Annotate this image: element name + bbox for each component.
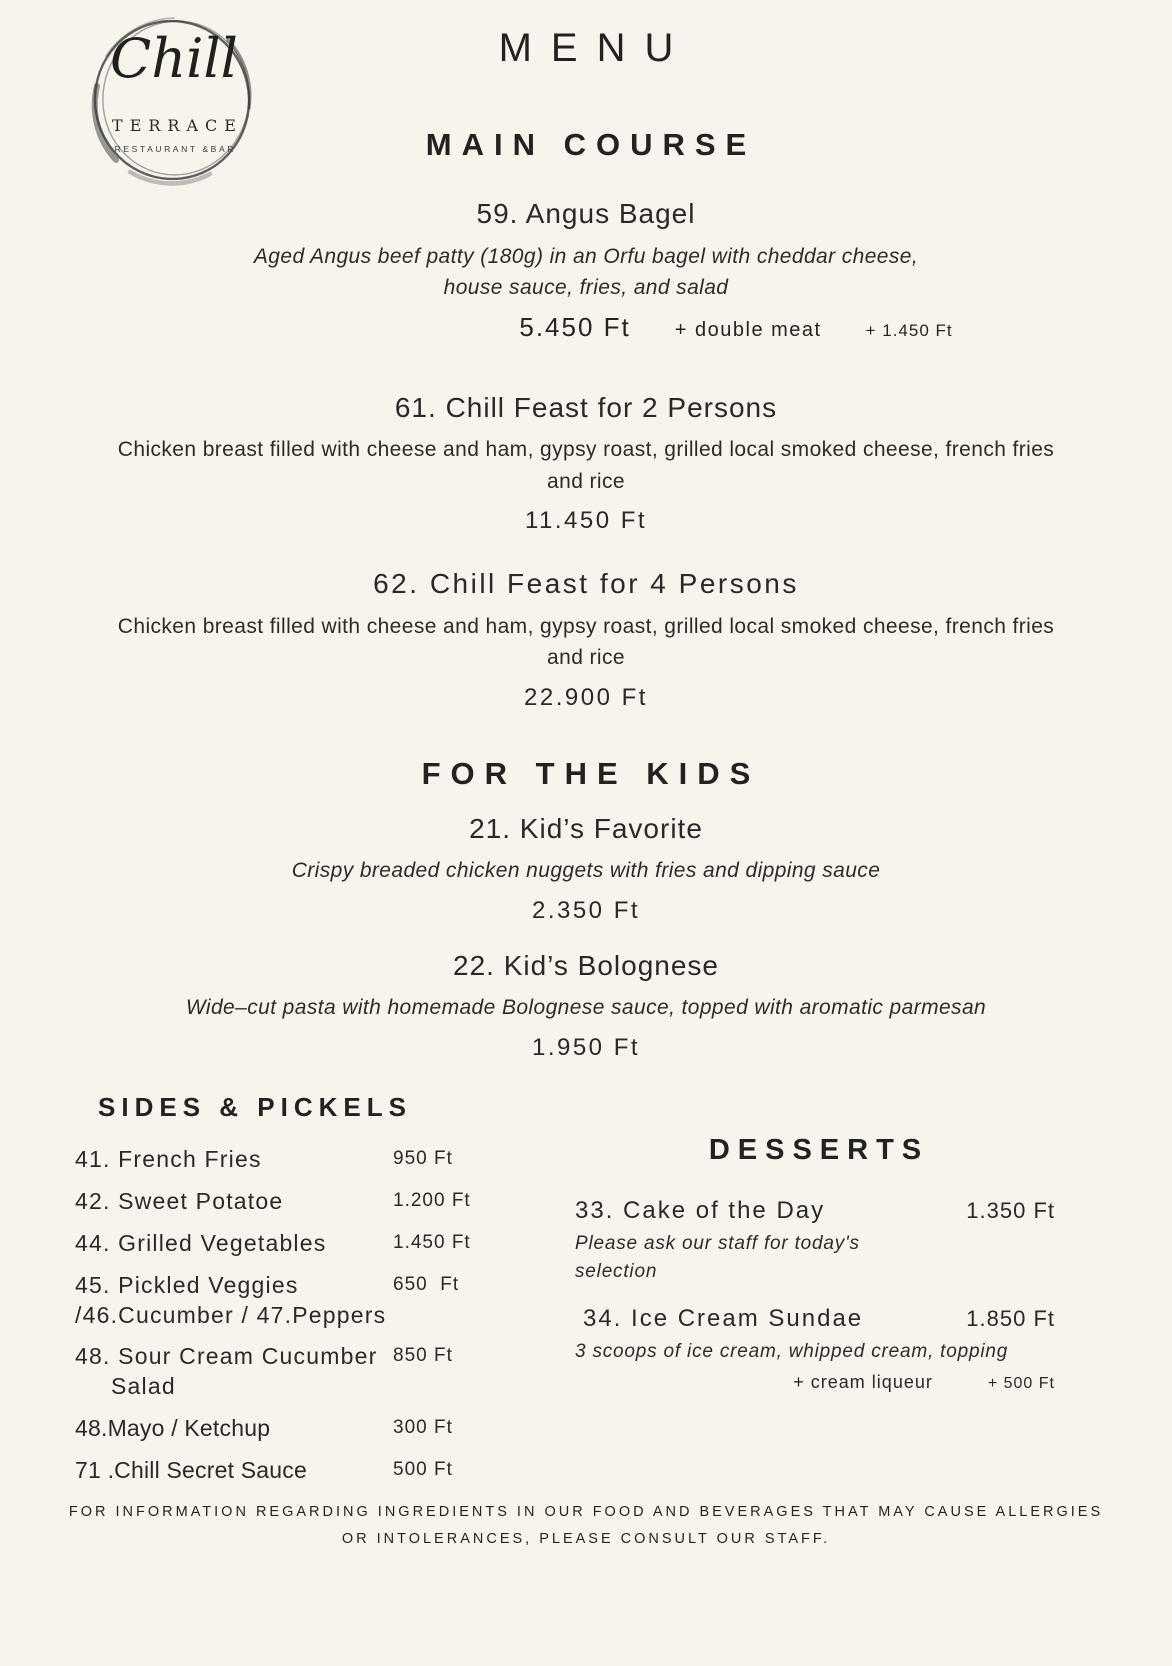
side-name-line: 48. Sour Cream Cucumber bbox=[75, 1343, 378, 1370]
logo-subtitle-text: RESTAURANT &BAR bbox=[114, 144, 236, 154]
side-item bbox=[75, 1145, 475, 1175]
dessert-price: 1.350 Ft bbox=[966, 1197, 1055, 1223]
dessert-extra-label: + cream liqueur bbox=[793, 1372, 933, 1393]
dessert-head bbox=[575, 1197, 1055, 1225]
dessert-price: 1.850 Ft bbox=[966, 1305, 1055, 1331]
dessert-item-cake bbox=[575, 1197, 1055, 1287]
item-description: Crispy breaded chicken nuggets with fries and dipping sauce bbox=[291, 859, 881, 883]
logo-script-text: Chill bbox=[110, 27, 238, 90]
item-extra-price: + 1.450 Ft bbox=[865, 320, 953, 340]
side-price: 1.450 Ft bbox=[393, 1231, 471, 1253]
main-course-heading: MAIN COURSE bbox=[425, 127, 757, 162]
desserts-heading: DESSERTS bbox=[708, 1133, 930, 1166]
menu-item-chill-feast-2 bbox=[0, 391, 1172, 536]
bottom-columns bbox=[0, 1092, 1172, 1498]
allergy-notice-line: FOR INFORMATION REGARDING INGREDIENTS IN OUR FOOD AND BEVERAGES THAT MAY CAUSE ALLERGIES bbox=[68, 1503, 1104, 1520]
item-extra-label: + double meat bbox=[674, 318, 822, 341]
item-price-row bbox=[150, 312, 1172, 343]
menu-item-kids-favorite bbox=[0, 812, 1172, 925]
dessert-description: Please ask our staff for today's selection bbox=[575, 1232, 860, 1283]
side-item bbox=[75, 1342, 475, 1402]
dessert-description: 3 scoops of ice cream, whipped cream, topping bbox=[575, 1340, 1009, 1362]
dessert-name: 33. Cake of the Day bbox=[575, 1196, 826, 1224]
side-name: 48.Mayo / Ketchup bbox=[75, 1415, 271, 1442]
sides-heading: SIDES & PICKELS bbox=[98, 1091, 412, 1122]
restaurant-logo bbox=[82, 4, 266, 194]
item-name: 21. Kid’s Favorite bbox=[469, 812, 703, 844]
item-price: 2.350 Ft bbox=[531, 896, 641, 924]
menu-item-angus-bagel bbox=[0, 197, 1172, 343]
item-description: Chicken breast filled with cheese and ham, gypsy roast, grilled local smoked cheese, french fries and rice bbox=[117, 614, 1055, 670]
menu-item-kids-bolognese bbox=[0, 949, 1172, 1062]
allergy-notice-line: OR INTOLERANCES, PLEASE CONSULT OUR STAFF. bbox=[341, 1531, 831, 1548]
side-price: 850 Ft bbox=[393, 1345, 453, 1367]
dessert-name: 34. Ice Cream Sundae bbox=[583, 1304, 864, 1332]
item-description: Chicken breast filled with cheese and ham, gypsy roast, grilled local smoked cheese, french fries and rice bbox=[117, 438, 1055, 493]
desserts-section bbox=[575, 1092, 1055, 1394]
side-name bbox=[75, 1342, 393, 1402]
item-name: 61. Chill Feast for 2 Persons bbox=[394, 391, 778, 423]
item-description: Aged Angus beef patty (180g) in an Orfu bagel with cheddar cheese, house sauce, fries, and salad bbox=[253, 244, 919, 300]
side-item bbox=[75, 1456, 475, 1486]
side-price: 500 Ft bbox=[393, 1459, 453, 1481]
page-title: MENU bbox=[498, 26, 693, 70]
side-item bbox=[75, 1229, 475, 1259]
item-description: Wide–cut pasta with homemade Bolognese sauce, topped with aromatic parmesan bbox=[185, 996, 987, 1020]
dessert-head bbox=[575, 1305, 1055, 1333]
kids-heading: FOR THE KIDS bbox=[421, 755, 761, 791]
item-price: 11.450 Ft bbox=[524, 507, 648, 535]
side-item bbox=[75, 1414, 475, 1444]
dessert-item-sundae bbox=[575, 1305, 1055, 1394]
dessert-extra-row bbox=[575, 1372, 1055, 1393]
item-price: 1.950 Ft bbox=[531, 1033, 641, 1061]
side-item bbox=[75, 1271, 475, 1331]
side-name: 44. Grilled Vegetables bbox=[75, 1229, 327, 1256]
item-price: 5.450 Ft bbox=[519, 311, 631, 342]
side-name-line: /46.Cucumber / 47.Peppers bbox=[75, 1301, 387, 1328]
side-name: 71 .Chill Secret Sauce bbox=[75, 1457, 307, 1484]
side-price: 1.200 Ft bbox=[393, 1189, 471, 1211]
dessert-extra-price: + 500 Ft bbox=[987, 1375, 1055, 1393]
side-name bbox=[75, 1271, 393, 1331]
side-name: 42. Sweet Potatoe bbox=[75, 1187, 284, 1214]
item-price: 22.900 Ft bbox=[524, 683, 648, 711]
side-item bbox=[75, 1187, 475, 1217]
allergy-notice bbox=[0, 1499, 1172, 1554]
item-name: 62. Chill Feast for 4 Persons bbox=[373, 568, 799, 600]
menu-item-chill-feast-4 bbox=[0, 567, 1172, 712]
side-price: 950 Ft bbox=[393, 1147, 453, 1169]
side-name: 41. French Fries bbox=[75, 1145, 262, 1172]
logo-terrace-text: TERRACE bbox=[112, 116, 243, 135]
side-price: 650 Ft bbox=[393, 1273, 460, 1295]
item-name: 22. Kid’s Bolognese bbox=[453, 949, 719, 981]
side-name-line: 45. Pickled Veggies bbox=[75, 1271, 299, 1298]
sides-section bbox=[75, 1092, 475, 1498]
side-name-line: Salad bbox=[111, 1373, 176, 1400]
item-name: 59. Angus Bagel bbox=[476, 198, 696, 229]
side-price: 300 Ft bbox=[393, 1417, 453, 1439]
